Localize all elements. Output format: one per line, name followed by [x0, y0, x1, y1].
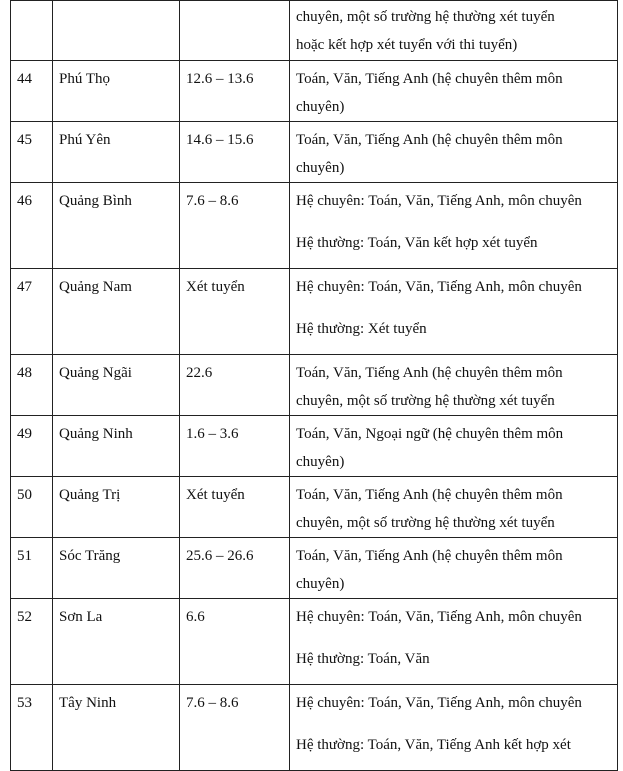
table-row — [11, 416, 618, 477]
subjects-cell — [290, 61, 618, 122]
subjects-line: Toán, Văn, Tiếng Anh (hệ chuyên thêm môn — [296, 71, 563, 87]
subjects-line: chuyên, một số trường hệ thường xét tuyển — [296, 9, 555, 25]
province-name: Phú Yên — [53, 122, 180, 183]
table-row — [11, 1, 618, 61]
exam-date: 25.6 – 26.6 — [180, 538, 290, 599]
subjects-line: Hệ chuyên: Toán, Văn, Tiếng Anh, môn chuyên — [296, 279, 582, 295]
province-name: Quảng Bình — [53, 183, 180, 269]
subjects-line: Toán, Văn, Tiếng Anh (hệ chuyên thêm môn — [296, 548, 563, 564]
subjects-line: Hệ chuyên: Toán, Văn, Tiếng Anh, môn chuyên — [296, 609, 582, 625]
exam-date: 7.6 – 8.6 — [180, 183, 290, 269]
subjects-line: Hệ chuyên: Toán, Văn, Tiếng Anh, môn chuyên — [296, 193, 582, 209]
table-row — [11, 538, 618, 599]
exam-date-cell — [180, 1, 290, 61]
table-row — [11, 122, 618, 183]
subjects-line: chuyên, một số trường hệ thường xét tuyển — [296, 515, 555, 531]
table-row — [11, 477, 618, 538]
table-row — [11, 183, 618, 269]
row-number-cell — [11, 1, 53, 61]
row-number: 52 — [11, 599, 53, 685]
subjects-line: chuyên) — [296, 454, 345, 470]
row-number: 47 — [11, 269, 53, 355]
subjects-cell — [290, 1, 618, 61]
exam-date: 7.6 – 8.6 — [180, 685, 290, 771]
exam-date: 6.6 — [180, 599, 290, 685]
row-number: 45 — [11, 122, 53, 183]
subjects-line: Hệ chuyên: Toán, Văn, Tiếng Anh, môn chuyên — [296, 695, 582, 711]
exam-date: 12.6 – 13.6 — [180, 61, 290, 122]
subjects-cell — [290, 269, 618, 355]
subjects-cell — [290, 355, 618, 416]
subjects-line: chuyên) — [296, 576, 345, 592]
subjects-cell — [290, 122, 618, 183]
province-name: Tây Ninh — [53, 685, 180, 771]
subjects-line: Hệ thường: Xét tuyển — [296, 321, 427, 337]
row-number: 46 — [11, 183, 53, 269]
row-number: 48 — [11, 355, 53, 416]
subjects-cell — [290, 599, 618, 685]
table-row — [11, 685, 618, 771]
table-row — [11, 599, 618, 685]
exam-schedule-table — [10, 0, 618, 771]
province-name: Quảng Ninh — [53, 416, 180, 477]
subjects-cell — [290, 685, 618, 771]
table-row — [11, 61, 618, 122]
subjects-cell — [290, 477, 618, 538]
row-number: 53 — [11, 685, 53, 771]
row-number: 51 — [11, 538, 53, 599]
province-name: Quảng Ngãi — [53, 355, 180, 416]
row-number: 44 — [11, 61, 53, 122]
subjects-line: chuyên) — [296, 160, 345, 176]
exam-date: 1.6 – 3.6 — [180, 416, 290, 477]
subjects-cell — [290, 538, 618, 599]
subjects-cell — [290, 416, 618, 477]
exam-date: Xét tuyển — [180, 477, 290, 538]
exam-date: 22.6 — [180, 355, 290, 416]
subjects-line: Hệ thường: Toán, Văn, Tiếng Anh kết hợp xét — [296, 737, 571, 753]
table-row — [11, 269, 618, 355]
province-cell — [53, 1, 180, 61]
subjects-line: chuyên, một số trường hệ thường xét tuyển — [296, 393, 555, 409]
exam-date: 14.6 – 15.6 — [180, 122, 290, 183]
province-name: Sóc Trăng — [53, 538, 180, 599]
subjects-cell — [290, 183, 618, 269]
province-name: Sơn La — [53, 599, 180, 685]
province-name: Phú Thọ — [53, 61, 180, 122]
subjects-line: Toán, Văn, Tiếng Anh (hệ chuyên thêm môn — [296, 487, 563, 503]
subjects-line: Toán, Văn, Ngoại ngữ (hệ chuyên thêm môn — [296, 426, 564, 442]
table-row — [11, 355, 618, 416]
row-number: 50 — [11, 477, 53, 538]
province-name: Quảng Trị — [53, 477, 180, 538]
subjects-line: hoặc kết hợp xét tuyển với thi tuyển) — [296, 37, 518, 53]
subjects-line: chuyên) — [296, 99, 345, 115]
province-name: Quảng Nam — [53, 269, 180, 355]
row-number: 49 — [11, 416, 53, 477]
exam-date: Xét tuyển — [180, 269, 290, 355]
subjects-line: Hệ thường: Toán, Văn kết hợp xét tuyển — [296, 235, 538, 251]
subjects-line: Toán, Văn, Tiếng Anh (hệ chuyên thêm môn — [296, 132, 563, 148]
subjects-line: Hệ thường: Toán, Văn — [296, 651, 430, 667]
subjects-line: Toán, Văn, Tiếng Anh (hệ chuyên thêm môn — [296, 365, 563, 381]
